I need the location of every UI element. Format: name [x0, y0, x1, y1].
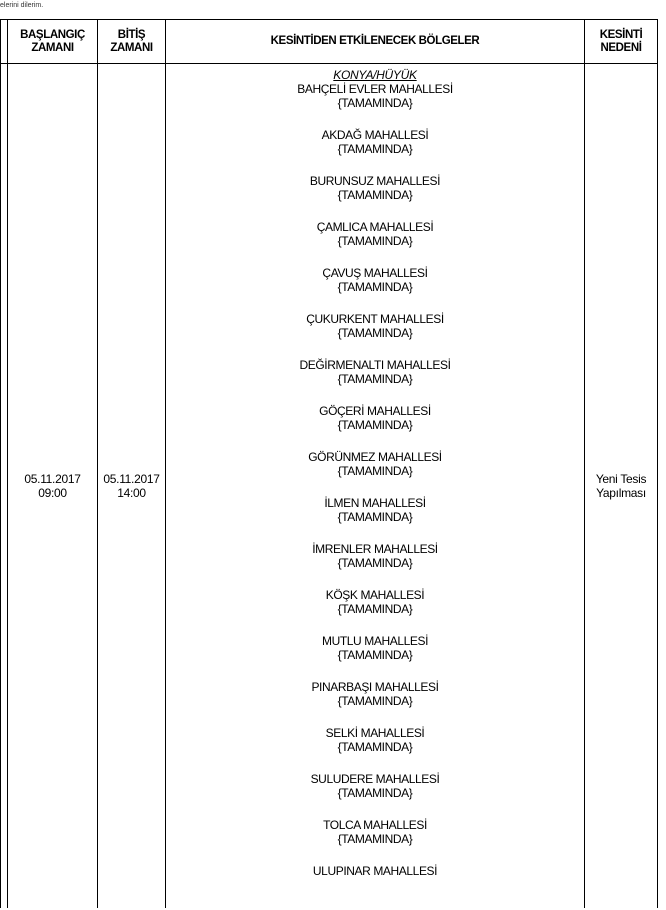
- end-date: 05.11.2017: [103, 472, 160, 486]
- neighborhood-scope: {TAMAMINDA}: [337, 372, 413, 386]
- table-header-row: [1, 20, 658, 64]
- start-time: 09:00: [38, 486, 67, 500]
- reason-line2: Yapılması: [596, 486, 646, 500]
- list-item: [166, 220, 584, 248]
- neighborhood-name: SULUDERE MAHALLESİ: [310, 772, 440, 786]
- neighborhood-name: TOLCA MAHALLESİ: [323, 818, 427, 832]
- neighborhood-name: GÖRÜNMEZ MAHALLESİ: [308, 450, 442, 464]
- reason-line1: Yeni Tesis: [595, 472, 647, 486]
- neighborhood-name: KÖŞK MAHALLESİ: [325, 588, 425, 602]
- neighborhood-name: BURUNSUZ MAHALLESİ: [309, 174, 441, 188]
- neighborhood-scope: {TAMAMINDA}: [337, 510, 413, 524]
- header-affected-regions: [166, 20, 585, 64]
- neighborhood-name: ÇAVUŞ MAHALLESİ: [322, 266, 428, 280]
- end-time: 14:00: [117, 486, 146, 500]
- neighborhood-list: [166, 82, 584, 878]
- list-item: [166, 266, 584, 294]
- reason-cell: [585, 64, 658, 909]
- header-reason: [585, 20, 658, 64]
- header-end-line2: ZAMANI: [110, 41, 153, 54]
- list-item: [166, 82, 584, 110]
- neighborhood-scope: {TAMAMINDA}: [337, 234, 413, 248]
- neighborhood-name: GÖÇERİ MAHALLESİ: [319, 404, 431, 418]
- neighborhood-name: İMRENLER MAHALLESİ: [312, 542, 438, 556]
- list-item: [166, 312, 584, 340]
- end-time-cell: [98, 64, 166, 909]
- header-start-line2: ZAMANI: [31, 41, 74, 54]
- list-item: [166, 404, 584, 432]
- neighborhood-name: BAHÇELİ EVLER MAHALLESİ: [297, 82, 453, 96]
- list-item: [166, 772, 584, 800]
- list-item: [166, 818, 584, 846]
- list-item: [166, 588, 584, 616]
- table-row: [1, 64, 658, 909]
- neighborhood-scope: {TAMAMINDA}: [337, 832, 413, 846]
- list-item: [166, 174, 584, 202]
- top-note: elerini dilerim.: [0, 2, 44, 9]
- neighborhood-name: ULUPINAR MAHALLESİ: [312, 864, 438, 878]
- neighborhood-scope: {TAMAMINDA}: [337, 188, 413, 202]
- neighborhood-name: AKDAĞ MAHALLESİ: [321, 128, 429, 142]
- row-blank-cell: [1, 64, 8, 909]
- neighborhood-scope: {TAMAMINDA}: [337, 418, 413, 432]
- neighborhood-scope: {TAMAMINDA}: [337, 556, 413, 570]
- list-item: [166, 634, 584, 662]
- list-item: [166, 128, 584, 156]
- neighborhood-name: İLMEN MAHALLESİ: [324, 496, 426, 510]
- neighborhood-scope: {TAMAMINDA}: [337, 96, 413, 110]
- neighborhood-scope: {TAMAMINDA}: [337, 280, 413, 294]
- neighborhood-scope: {TAMAMINDA}: [337, 740, 413, 754]
- list-item: [166, 680, 584, 708]
- neighborhood-name: PINARBAŞI MAHALLESİ: [311, 680, 439, 694]
- header-reason-line2: NEDENİ: [600, 41, 642, 54]
- header-reason-line1: KESİNTİ: [599, 28, 643, 41]
- neighborhood-name: ÇAMLICA MAHALLESİ: [316, 220, 434, 234]
- neighborhood-scope: {TAMAMINDA}: [337, 142, 413, 156]
- neighborhood-name: DEĞİRMENALTI MAHALLESİ: [299, 358, 451, 372]
- list-item: [166, 450, 584, 478]
- header-start-time: [8, 20, 98, 64]
- neighborhood-scope: {TAMAMINDA}: [337, 326, 413, 340]
- neighborhood-scope: {TAMAMINDA}: [337, 464, 413, 478]
- outage-table: [0, 19, 658, 908]
- neighborhood-scope: {TAMAMINDA}: [337, 694, 413, 708]
- neighborhood-scope: {TAMAMINDA}: [337, 786, 413, 800]
- start-date: 05.11.2017: [24, 472, 81, 486]
- header-end-line1: BİTİŞ: [117, 28, 146, 41]
- region-title: KONYA/HÜYÜK: [333, 68, 417, 82]
- list-item: [166, 542, 584, 570]
- neighborhood-name: ÇUKURKENT MAHALLESİ: [306, 312, 444, 326]
- header-blank-cell: [1, 20, 8, 64]
- list-item: [166, 864, 584, 878]
- header-regions-label: KESİNTİDEN ETKİLENECEK BÖLGELER: [270, 35, 480, 47]
- neighborhood-name: SELKİ MAHALLESİ: [325, 726, 425, 740]
- header-end-time: [98, 20, 166, 64]
- list-item: [166, 358, 584, 386]
- list-item: [166, 496, 584, 524]
- neighborhood-scope: {TAMAMINDA}: [337, 602, 413, 616]
- affected-regions-cell: [166, 64, 585, 909]
- start-time-cell: [8, 64, 98, 909]
- list-item: [166, 726, 584, 754]
- neighborhood-scope: {TAMAMINDA}: [337, 648, 413, 662]
- header-start-line1: BAŞLANGIÇ: [20, 28, 85, 41]
- neighborhood-name: MUTLU MAHALLESİ: [321, 634, 429, 648]
